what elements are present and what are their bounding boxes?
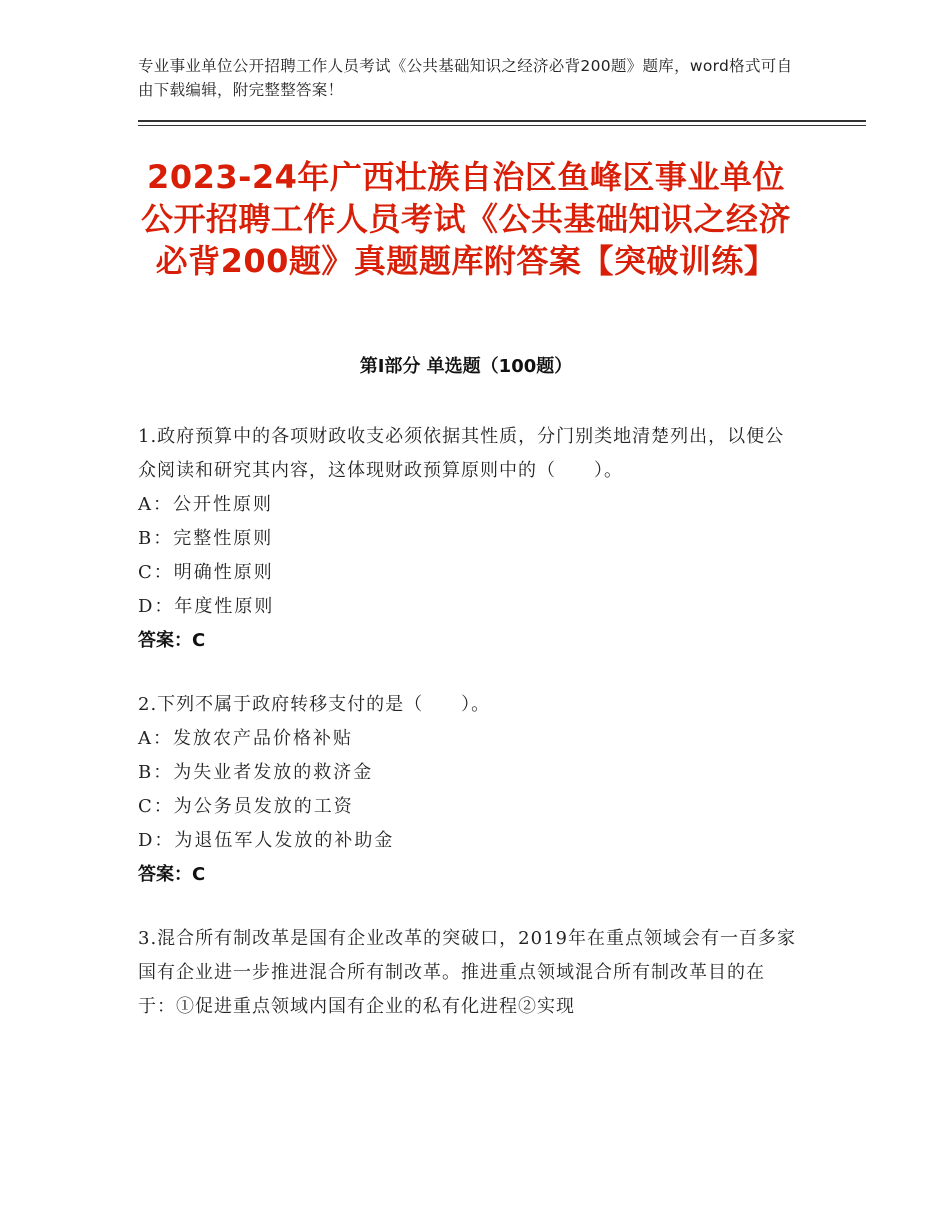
option-b: B：为失业者发放的救济金 xyxy=(138,762,374,783)
question-list xyxy=(138,420,798,1054)
question-stem: 2.下列不属于政府转移支付的是（ ）。 xyxy=(138,694,491,715)
header-note: 专业事业单位公开招聘工作人员考试《公共基础知识之经济必背200题》题库，word格式可自由下载编辑，附完整整答案！ xyxy=(138,57,793,99)
question-3 xyxy=(138,922,798,1024)
document-title: 2023-24年广西壮族自治区鱼峰区事业单位公开招聘工作人员考试《公共基础知识之经济必背200题》真题题库附答案【突破训练】 xyxy=(140,158,791,280)
option-c: C：为公务员发放的工资 xyxy=(138,796,354,817)
question-stem: 3.混合所有制改革是国有企业改革的突破口，2019年在重点领域会有一百多家国有企业进一步推进混合所有制改革。推进重点领域混合所有制改革目的在于：①促进重点领域内国有企业的私有化进程②实现 xyxy=(138,928,796,1017)
question-stem: 1.政府预算中的各项财政收支必须依据其性质，分门别类地清楚列出，以便公众阅读和研究其内容，这体现财政预算原则中的（ ）。 xyxy=(138,426,785,481)
option-a: A：发放农产品价格补贴 xyxy=(138,728,353,749)
section-title: 第Ⅰ部分 单选题（100题） xyxy=(359,356,573,377)
answer: 答案：C xyxy=(138,864,206,885)
question-2 xyxy=(138,688,798,892)
answer: 答案：C xyxy=(138,630,206,651)
option-c: C：明确性原则 xyxy=(138,562,274,583)
header-divider-thick xyxy=(138,120,866,122)
option-b: B：完整性原则 xyxy=(138,528,274,549)
option-d: D：年度性原则 xyxy=(138,596,275,617)
header-divider-thin xyxy=(138,125,866,126)
question-1 xyxy=(138,420,798,658)
option-a: A：公开性原则 xyxy=(138,494,273,515)
option-d: D：为退伍军人发放的补助金 xyxy=(138,830,395,851)
